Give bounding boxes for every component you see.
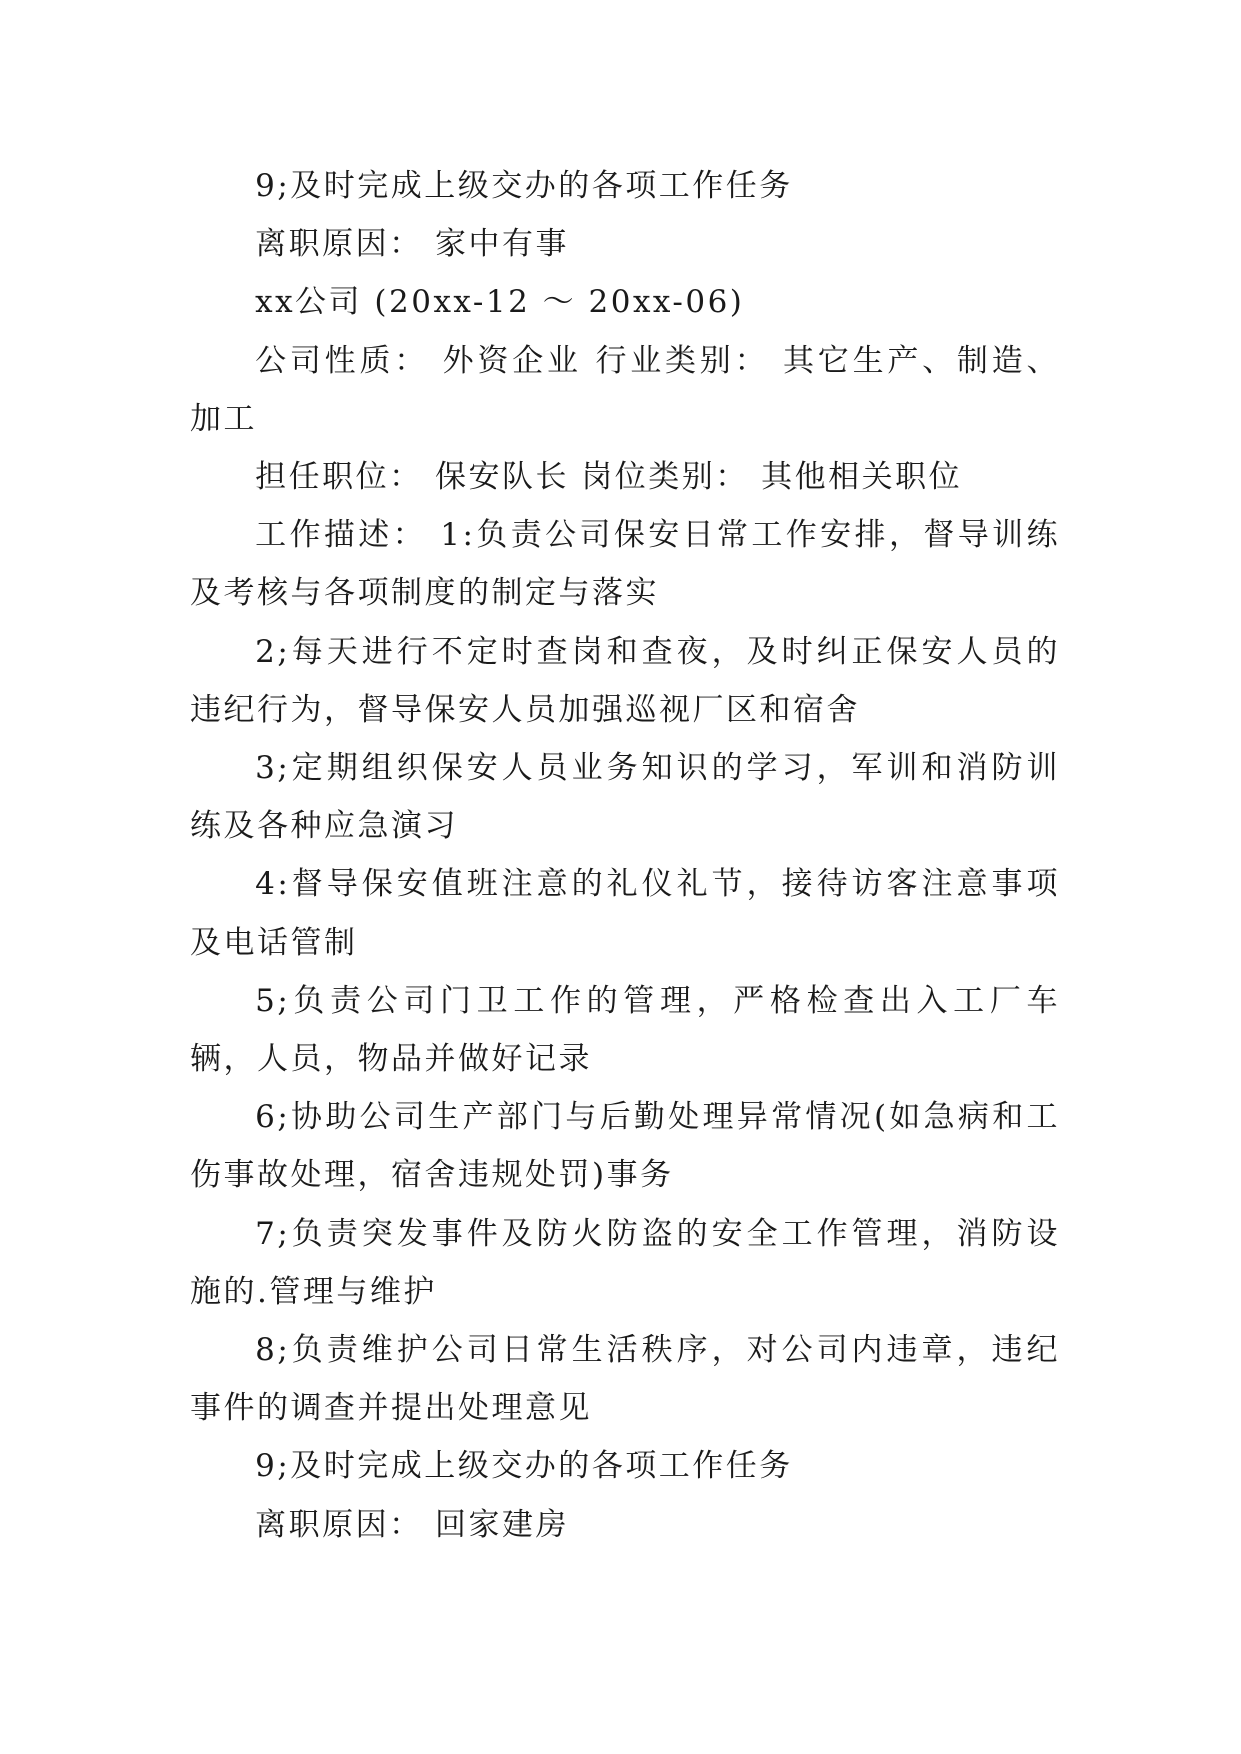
paragraph-leave-reason-2: 离职原因： 回家建房 bbox=[255, 1506, 569, 1543]
paragraph-job-description: 工作描述： 1:负责公司保安日常工作安排，督导训练及考核与各项制度的制定与落实 bbox=[190, 517, 1060, 612]
paragraph-position: 担任职位： 保安队长 岗位类别： 其他相关职位 bbox=[255, 459, 963, 496]
paragraph-task-6: 6;协助公司生产部门与后勤处理异常情况(如急病和工伤事故处理，宿舍违规处罚)事务 bbox=[190, 1099, 1060, 1194]
paragraph-task-4: 4:督导保安值班注意的礼仪礼节，接待访客注意事项及电话管制 bbox=[190, 866, 1060, 961]
paragraph-task-9: 9;及时完成上级交办的各项工作任务 bbox=[255, 168, 793, 204]
paragraph-task-3: 3;定期组织保安人员业务知识的学习，军训和消防训练及各种应急演习 bbox=[190, 750, 1060, 845]
paragraph-task-5: 5;负责公司门卫工作的管理，严格检查出入工厂车辆，人员，物品并做好记录 bbox=[190, 982, 1060, 1078]
paragraph-company-nature: 公司性质： 外资企业 行业类别： 其它生产、制造、加工 bbox=[190, 342, 1060, 437]
paragraph-task-2: 2;每天进行不定时查岗和查夜，及时纠正保安人员的违纪行为，督导保安人员加强巡视厂区和宿舍 bbox=[190, 633, 1060, 728]
paragraph-task-7: 7;负责突发事件及防火防盗的安全工作管理，消防设施的.管理与维护 bbox=[190, 1215, 1060, 1310]
paragraph-company-period: xx公司 (20xx-12 ～ 20xx-06) bbox=[255, 284, 745, 321]
paragraph-task-8: 8;负责维护公司日常生活秩序，对公司内违章，违纪事件的调查并提出处理意见 bbox=[190, 1332, 1060, 1427]
document-body bbox=[190, 157, 1060, 1554]
paragraph-leave-reason: 离职原因： 家中有事 bbox=[255, 226, 569, 263]
paragraph-task-9-repeat: 9;及时完成上级交办的各项工作任务 bbox=[255, 1448, 793, 1485]
